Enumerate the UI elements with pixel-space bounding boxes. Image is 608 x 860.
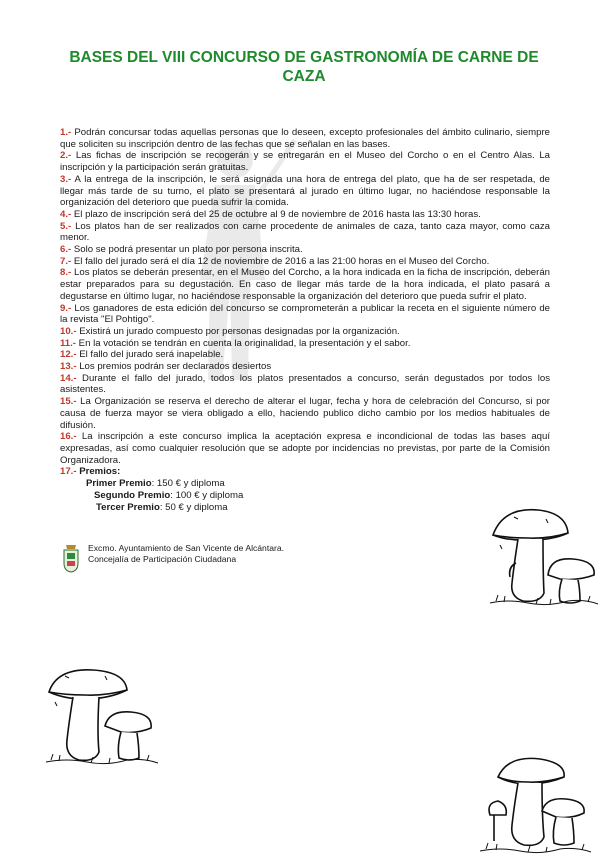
prize-label: Primer Premio: [86, 478, 152, 490]
rule-item: [60, 244, 550, 256]
footer-organizer: [62, 543, 284, 573]
rule-number: 12.-: [60, 349, 77, 361]
rule-number: 13.-: [60, 361, 77, 373]
rule-item: [60, 127, 550, 150]
rule-item: [60, 338, 550, 350]
rule-number: 5.-: [60, 220, 72, 232]
mushroom-illustration-icon: [45, 666, 160, 771]
prize-first: [60, 478, 550, 490]
municipal-crest-icon: [62, 543, 80, 573]
rule-text: El fallo del jurado será inapelable.: [76, 349, 224, 361]
rule-text: Existirá un jurado compuesto por personas designadas por la organización.: [76, 325, 400, 337]
rule-item: [60, 150, 550, 173]
rule-text: Los platos han de ser realizados con carne procedente de animales de caza, tanto caza mayor, como caza menor.: [60, 220, 550, 244]
organizer-department: Concejalía de Participación Ciudadana: [88, 554, 237, 564]
prize-value: : 100 € y diploma: [170, 489, 244, 501]
rule-text: En la votación se tendrán en cuenta la originalidad, la presentación y el sabor.: [76, 337, 411, 349]
rule-item: [60, 396, 550, 431]
rule-number: 11.-: [60, 337, 77, 349]
rule-item: [60, 209, 550, 221]
rule-text: Los ganadores de esta edición del concurso se comprometerán a publicar la receta en el siguiente número de la revista "El Pohtigo".: [60, 302, 550, 326]
prize-second: [60, 490, 550, 502]
rule-number: 3.-: [60, 173, 72, 185]
rule-text: La inscripción a este concurso implica la aceptación expresa e incondicional de todas las bases aquí expresadas, así como cualquier resolución que se adopte por incidencias no previstas, por parte de la Comisión Organizadora.: [60, 431, 550, 466]
rule-text: Las fichas de inscripción se recogerán y se entregarán en el Museo del Corcho o en el Centro Alas. La inscripción y la participación serán gratuitas.: [60, 150, 550, 174]
rule-text: Solo se podrá presentar un plato por persona inscrita.: [71, 244, 303, 256]
prize-label: Tercer Premio: [96, 501, 160, 513]
rule-number: 9.-: [60, 302, 72, 314]
rule-item: [60, 174, 550, 209]
rule-number: 17.-: [60, 466, 77, 478]
rule-item: [60, 326, 550, 338]
rule-text: Podrán concursar todas aquellas personas que lo deseen, excepto profesionales del ámbito culinario, siempre que soliciten su inscripción dentro de las fechas que se señalan en las bases.: [60, 127, 550, 150]
rule-text: El fallo del jurado será el día 12 de noviembre de 2016 a las 21:00 horas en el Museo del Corcho.: [71, 255, 490, 267]
rule-text: Los premios podrán ser declarados desiertos: [76, 361, 272, 373]
prizes-heading: [60, 466, 550, 478]
rule-number: 10.-: [60, 325, 77, 337]
rule-item: [60, 221, 550, 244]
prize-value: : 50 € y diploma: [159, 501, 228, 513]
page-title: BASES DEL VIII CONCURSO DE GASTRONOMÍA DE CARNE DE CAZA: [69, 49, 539, 85]
rule-item: [60, 349, 550, 361]
rule-number: 14.-: [60, 372, 77, 384]
rule-item: [60, 431, 550, 466]
rule-number: 2.-: [60, 150, 72, 162]
rule-number: 8.-: [60, 267, 72, 279]
mushroom-illustration-icon: [478, 755, 593, 860]
prize-value: : 150 € y diploma: [151, 478, 225, 490]
rule-number: 16.-: [60, 431, 77, 443]
rule-number: 15.-: [60, 396, 77, 408]
rule-item: [60, 361, 550, 373]
rule-text: A la entrega de la inscripción, le será asignada una hora de entrega del plato, que ha de ser respetada, de llegar más tarde de su turno, el plato se presentará al jurado en último lugar, no haciéndose responsable la organización del deterioro que pueda sufrir la comida.: [60, 173, 550, 209]
rule-item: [60, 256, 550, 268]
mushroom-illustration-icon: [488, 505, 600, 610]
rule-number: 7.-: [60, 255, 72, 267]
rule-text: Los platos se deberán presentar, en el Museo del Corcho, a la hora indicada en la ficha de inscripción, deberán estar preparados para su degustación. En caso de llegar más tarde de la hora indicada, el plato pasará a degustarse en último lugar, no haciéndose responsable la organización del deterioro que pueda sufrir el plato.: [60, 267, 550, 302]
rules-list: [60, 127, 550, 513]
rule-number: 6.-: [60, 244, 72, 256]
rule-item: [60, 373, 550, 396]
prize-third: [60, 502, 550, 514]
rule-item: [60, 267, 550, 302]
rule-number: 1.-: [60, 127, 72, 138]
rule-item: [60, 303, 550, 326]
organizer-name: Excmo. Ayuntamiento de San Vicente de Alcántara.: [88, 543, 285, 553]
rule-text: El plazo de inscripción será del 25 de octubre al 9 de noviembre de 2016 hasta las 13:30 horas.: [71, 208, 481, 220]
rule-text: Durante el fallo del jurado, todos los platos presentados a concurso, serán degustados por todos los asistentes.: [60, 372, 550, 396]
prize-label: Segundo Premio: [94, 489, 171, 501]
prizes-heading-text: Premios:: [76, 466, 121, 478]
rule-text: La Organización se reserva el derecho de alterar el lugar, fecha y hora de celebración del Concurso, si por causa de fuerza mayor se viera obligado a ello, haciendo publico dicho cambio por los medios habituales de difusión.: [60, 396, 550, 431]
rule-number: 4.-: [60, 208, 72, 220]
